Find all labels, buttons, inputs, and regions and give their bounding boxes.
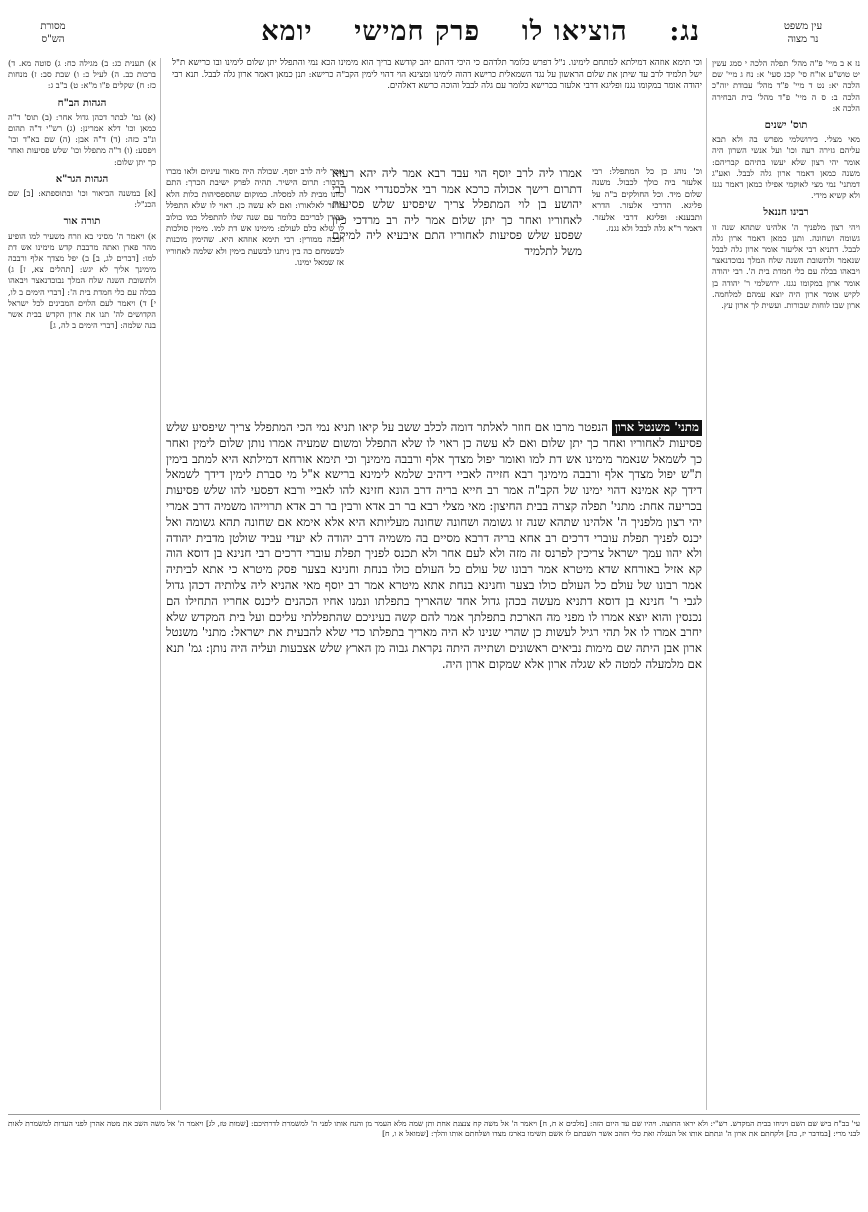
ein-mishpat-entries: נז א ב מיי' פ"ה מהל' תפלה הלכה י סמג עשין יט טוש"ע או"ח סי' קכג סעי' א: נח ג מיי' שם הלכה יא: נט ד מיי' פ"ד מהל' עבודת יוה"כ הלכה ב: ס ה מיי' פ"ד מהל' בית הבחירה הלכה א: bbox=[712, 58, 860, 113]
ein-mishpat-label-line2: נר מצוה bbox=[787, 34, 819, 45]
page-title bbox=[261, 16, 700, 47]
gemara-main-text bbox=[166, 420, 702, 1110]
hagahot-gra-title: הגהות הגר"א bbox=[55, 173, 109, 185]
torah-or-text: א) ויאמר ה' מסיני בא וזרח משעיר למו הופיע מהר פארן ואתה מרבבת קדש מימינו אש דת למו: [דברים לג, ב] ב) יפל מצדך אלף ורבבה מימינך אליך לא יגש: [תהלים צא, ז] ג) ולתשובת השנה שלח המלך נבוכדנאצר ויבאהו בבלה עם כלי חמדת בית ה': [דברי הימים ב לו, י] ד) ויאמר לעם הלוים המבינים לכל ישראל הקדושים לה' תנו את ארון הקדש בבית אשר בנה שלמה: [דברי הימים ב לה, ג] bbox=[8, 230, 156, 331]
torah-or-title: תורה אור bbox=[63, 216, 101, 228]
ein-mishpat-label bbox=[758, 20, 848, 46]
tosafot-yeshanim-title: תוס' ישנים bbox=[764, 120, 808, 132]
rabbenu-chananel-text: ויהי רצון מלפניך ה' אלהינו שתהא שנה זו גשומה ושחונה. ותנן כמאן דאמר ארון גלה לבבל. דתניא רבי אליעזר אומר ארון גלה לבבל שנאמר ולתשובת השנה שלח המלך נבוכדנאצר ויבאהו בבלה עם כלי חמדת בית ה'. רבי יהודה אומר ארון במקומו נגנז. ירושלמי ר' יהודה בן לקיש אומר ארון היה יוצא עמהם למלחמה. ארון שבו לוחות שבורות. ועשית לך ארון עץ. bbox=[712, 221, 860, 311]
chapter-name: הוציאו לו bbox=[521, 16, 628, 47]
gemara-text-top: אמרו ליה לרב יוסף הוי עבד רבא אמר ליה יהא רעוא דתרום רישך אכולה כרכא אמר רבי אלכסנדרי אמר רבי יהושע בן לוי המתפלל צריך שיפסיע שלש פסיעות לאחוריו ואחר כך יתן שלום אמר ליה רב מרדכי כיון שפסע שלש פסיעות לאחוריו התם איבעיא ליה למיקם משל לתלמיד bbox=[332, 166, 582, 258]
tractate-name: יומא bbox=[261, 16, 313, 47]
column-divider-left bbox=[160, 58, 161, 1110]
footer-references: עי' בב"ח ביש שם השם ויניחו בבית המקדש. רש"י: ולא יראו החוצה. ויהיו שם עד היום הזה: [מלכים א ח, ח] ויאמר ה' אל משה קח צנצנת אחת ותן שמה מלא העמר מן והנח אותו לפני ה' למשמרת לדרתיכם: [שמות טז, לג] ויאמר ה' אל משה השב את מטה אהרן לפני העדות למשמרת לאות לבני מרי: [במדבר יז, כה] ולקחתם את ארון ה' ונתתם אותו אל העגלה ואת כלי הזהב אשר השבתם לו אשם תשימו בארגז מצדו ושלחתם אותו והלך: [שמואל א ו, ח] bbox=[8, 1114, 860, 1209]
tosafot-side-commentary: וכ' נוהג כן כל המתפלל: רבי אלעזר ביה כולך לכבול. משנה שלום מיד. וכל החולקים ב"ה על פליגא. הדרכי אלעזר. הדרא ותבענא: ופליגא דרבי אלעזר. דאמר ר"א גלה לבבל ולא נגנז. bbox=[592, 166, 702, 234]
masoret-label bbox=[8, 20, 98, 46]
page-header bbox=[0, 14, 868, 54]
masoret-hashas-text: א) תענית כג: ב) מגילה כח: ג) סוטה מא. ד) ברכות כב. ה) לעיל כ: ו) שבת סב: ז) מנחות כז: ח) שקלים פ"ו מ"א: ט) ב"ב ג: bbox=[8, 58, 156, 91]
tosafot-yeshanim-text: מאי מצלי. בירושלמי מפרש בה ולא תבא עליהם גזירה רעה וכו' ועל אנשי השרון היה אומר יהי רצון שלא יעשו בתיהם קבריהם: משנה כמאן דאמר ארון גלה לבבל. ואע"ג דמתני' נמי מצי לאוקמי אפילו כמאן דאמר נגנז ולא קשיא מידי. bbox=[712, 134, 860, 201]
masoret-label-line1: מסורת bbox=[40, 21, 66, 32]
rabbenu-chananel-title: רבינו חננאל bbox=[763, 207, 809, 219]
chapter-number: פרק חמישי bbox=[354, 16, 481, 47]
right-margin-column bbox=[712, 58, 860, 1148]
masoret-label-line2: הש"ס bbox=[41, 34, 65, 45]
column-divider-right bbox=[706, 58, 707, 1110]
left-margin-column bbox=[8, 58, 156, 1148]
hagahot-gra-text: [א] במשנה הביאור וכו' ובתוספתא: [ב] שם הכנ"ל: bbox=[8, 188, 156, 210]
hagahot-bach-text: (א) גמ' לבתר דכהן גדול אחר: (ב) תוס' ד"ה כמאן וכו' דלא אמרינן: (ג) רש"י ד"ה תהום ונ"ב כזה: (ד) ד"ה אבן: (ה) שם בא"ד וכו' ויפסע: (ו) ד"ה מתפלל וכו' שלש פסיעות ואחר כך יתן שלום: bbox=[8, 111, 156, 167]
rashi-commentary: אמר ליה לרב יוסף. שכולה היה מאור עיניום ולאו מכרו בדבור: תרום הישיר. תהיה לפרק ישיבת הכרך: התם כוונו מבית לה למסלה. כמוקום שהספסיהות כלות הלא מחזר לאלאורו: ואם לא עשה כן. ראוי לו שלא התפלל כבורן לבריכם כלומר עם שנה שלו להתפלל כמו כולוב לו שלא כלם לעולם: מימינו אש דת למו. מימין סולכות רבבה ממורין: רבי תימא אוזהא היא. שהימין מוכנות לבשמחם כה בין ניתנו לבשעת בימין ולא שלמה לאחוריו אז שמאל ימינו. bbox=[166, 166, 344, 268]
hagahot-bach-title: הגהות הב"ח bbox=[57, 97, 107, 109]
gemara-body: הנפטר מרבו אם חוזר לאלתר דומה לכלב ששב על קיאו תניא נמי הכי המתפלל צריך שיפסיע שלש פסיעות לאחוריו ואחר כך יתן שלום ואם לא עשה כן ראוי לו שלא התפלל ומשום שמעיה אמרו נותן שלום לימין ואחר כך לשמאל שנאמר מימינו אש דת למו ואומר יפול מצדך אלף ורבבה מימינך וכי תימא אורחא דמילתא היא למתב בימין ת"ש יפול מצדך אלף ורבבה מימינך רבא חזייה לאביי דיהיב שלמא לימינא ברישא א"ל מי סברת לימין דידך לשמאל דידך קא אמינא דהוי ימינו של הקב"ה אמר רב חייא בריה דרב הונא חזינא להו לאביי ורבא דפסעי להו שלש פסיעות בכריעה אחת: מתני' תפלה קצרה בבית החיצון: מאי מצלי רבא בר רב אדא ורבין בר רב אדא תרוייהו משמיה דרב אמרי יהי רצון מלפניך ה' אלהינו שתהא שנה זו גשומה ושחונה שחונה מעליותא היא אלא אימא אם שחונה תהא גשומה ואל יכנס לפניך תפלת עוברי דרכים רב אחא בריה דרבא מסיים בה משמיה דרב יהודה לא יעדי עביד שולטן מדבית יהודה ולא יהוו עמך ישראל צריכין לפרנס זה מזה ולא לעם אחר ולא תכנס לפניך תפלת עוברי דרכים רבי חנינא בן דוסא הוה קא אזיל באורחא שדא מיטרא אמר רבונו של עולם כל העולם כולו בנחת וחנינא בצער פסק מיטרא כי אתא לביתיה אמר רבונו של עולם כל העולם כולו בצער וחנינא בנחת אתא מיטרא אמר רב יוסף מאי אהניא ליה צלותיה דכהן גדול לגבי ר' חנינא בן דוסא דתניא מעשה בכהן גדול אחד שהאריך בתפלתו ונמנו אחיו הכהנים ליכנס אחריו התחילו הם נכנסין והוא יוצא אמרו לו מפני מה הארכת בתפלתך אמר להם קשה בעיניכם שהתפללתי עליכם ועל בית המקדש שלא יחרב אמרו לו אל תהי רגיל לעשות כן שהרי שנינו לא היה מאריך בתפלתו כדי שלא להבעית את ישראל: מתני' משנטל ארון אבן היתה שם מימות נביאים ראשונים ושתייה היתה נקראת גבוה מן הארץ שלש אצבעות ועליה היה נותן: גמ' תנא אם מלמעלה למטה לא שגלה ארון אלא שמקום ארון היה. bbox=[166, 420, 702, 671]
tosafot-top-commentary: וכי תימא אוזהא דמילתא למתחם לימינו. נ"ל דפרש כלומר תלדהם כי היכי דהתם יהב קודשא בריך הוא מימינו הכא נמי והתפלל יתן שלום לימינו ובו כרישא ת"ל ישל תלמיד לרב עד שיתן את שלום הראשון על נגד השמאלית כרישא דהוה לימינו ומצינא הוי דהוי לימין הקב"ה כרישא: תנן כמאן דאמר ארון גלה לבבל. תנא רבי יהודה אומר במקומו נגנז ופליגא דרבי אלעזר בכרישא כלומר עם גלה לבבל והוכה כרשא דאלהים. bbox=[172, 58, 702, 92]
ein-mishpat-label-line1: עין משפט bbox=[783, 21, 823, 32]
folio-number: נג: bbox=[669, 16, 700, 47]
mishnah-highlight: מתני' משנטל ארון bbox=[612, 420, 702, 436]
